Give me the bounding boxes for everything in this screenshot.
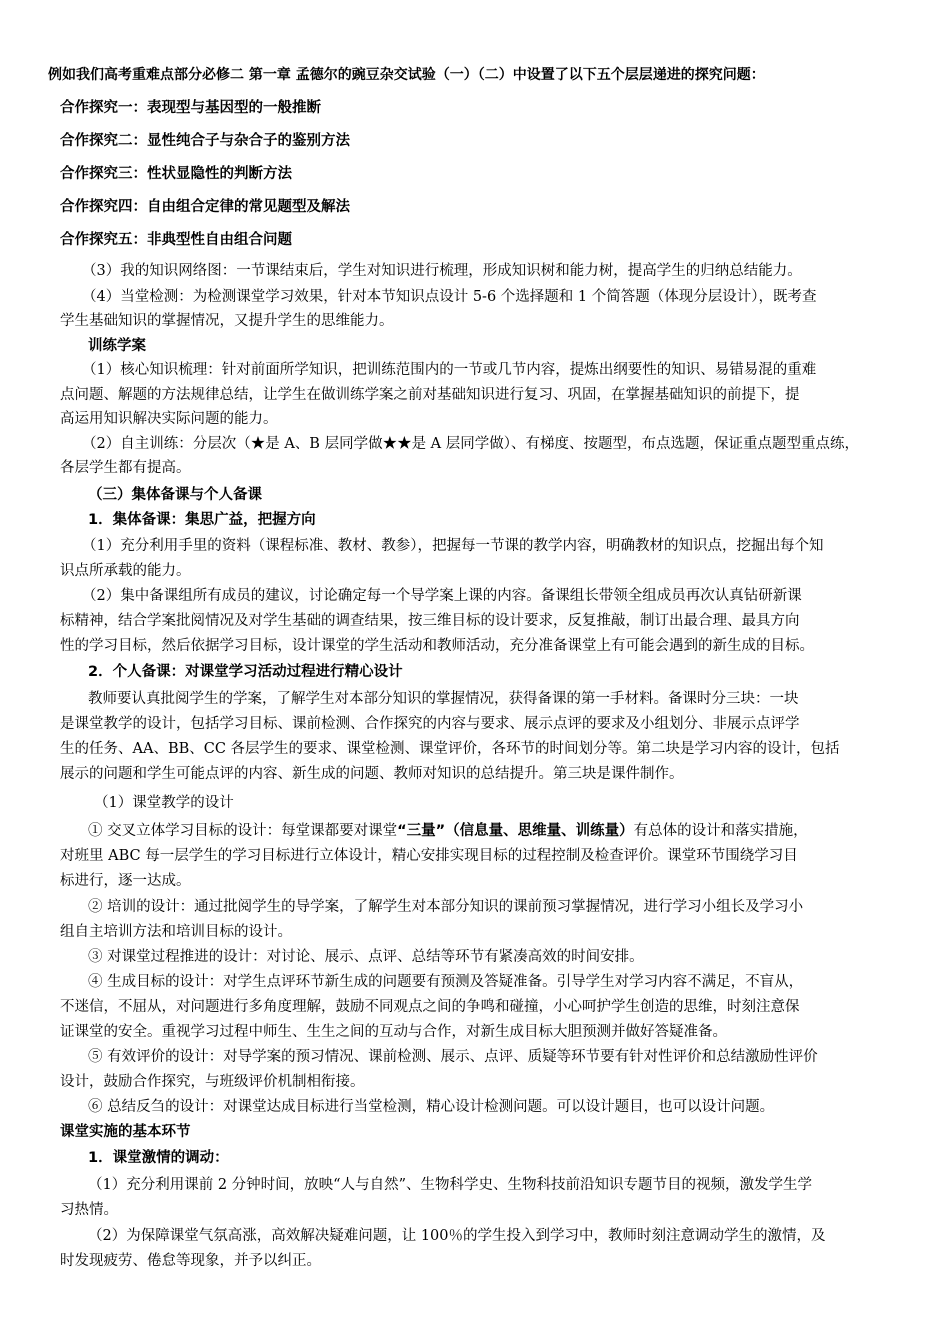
paragraph-line: 点问题、解题的方法规律总结，让学生在做训练学案之前对基础知识进行复习、巩固，在掌握基础知识的前提下，提 <box>60 387 800 403</box>
paragraph-line: ② 培训的设计：通过批阅学生的导学案，了解学生对本部分知识的课前预习掌握情况，进行学习小组长及学习小 <box>88 899 804 915</box>
exploration-item: 合作探究二：显性纯合子与杂合子的鉴别方法 <box>60 133 350 149</box>
paragraph-text: 有总体的设计和落实措施， <box>633 823 808 839</box>
paragraph-line: ⑥ 总结反刍的设计：对课堂达成目标进行当堂检测，精心设计检测问题。可以设计题目，也可以设计问题。 <box>88 1099 775 1115</box>
paragraph-line: 展示的问题和学生可能点评的内容、新生成的问题、教师对知识的总结提升。第三块是课件制作。 <box>60 766 684 782</box>
paragraph-line: ③ 对课堂过程推进的设计：对讨论、展示、点评、总结等环节有紧凑高效的时间安排。 <box>88 949 644 965</box>
paragraph-line: 对班里 ABC 每一层学生的学习目标进行立体设计，精心安排实现目标的过程控制及检查评价。课堂环节围绕学习目 <box>60 848 798 864</box>
paragraph-line: 证课堂的安全。重视学习过程中师生、生生之间的互动与合作，对新生成目标大胆预测并做好答疑准备。 <box>60 1024 727 1040</box>
paragraph-line: 生的任务、AA、BB、CC 各层学生的要求、课堂检测、课堂评价，各环节的时间划分等。第二块是学习内容的设计，包括 <box>60 741 840 757</box>
subsection-title: 1．课堂激情的调动： <box>88 1150 229 1166</box>
paragraph-line: 标进行，逐一达成。 <box>60 873 191 889</box>
subsection-title: 2．个人备课：对课堂学习活动过程进行精心设计 <box>88 664 403 680</box>
paragraph-line: 性的学习目标，然后依据学习目标，设计课堂的学生活动和教师活动，充分准备课堂上有可能会遇到的新生成的目标。 <box>60 638 814 654</box>
section-title: 训练学案 <box>88 338 146 354</box>
paragraph-line: ⑤ 有效评价的设计：对导学案的预习情况、课前检测、展示、点评、质疑等环节要有针对性评价和总结激励性评价 <box>88 1049 818 1065</box>
section-title: 课堂实施的基本环节 <box>60 1124 191 1140</box>
paragraph-line: 组自主培训方法和培训目标的设计。 <box>60 924 292 940</box>
paragraph-line: 各层学生都有提高。 <box>60 460 191 476</box>
paragraph-line: （2）为保障课堂气氛高涨，高效解决疑难问题，让 100％的学生投入到学习中，教师时刻注意调动学生的激情，及 <box>88 1228 826 1244</box>
paragraph-line: （1）核心知识梳理：针对前面所学知识，把训练范围内的一节或几节内容，提炼出纲要性的知识、易错易混的重难 <box>82 362 817 378</box>
paragraph-line: 高运用知识解决实际问题的能力。 <box>60 411 278 427</box>
paragraph-line: ④ 生成目标的设计：对学生点评环节新生成的问题要有预测及答疑准备。引导学生对学习内容不满足，不盲从， <box>88 974 804 990</box>
paragraph-line: 标精神，结合学案批阅情况及对学生基础的调查结果，按三维目标的设计要求，反复推敲，制订出最合理、最具方向 <box>60 613 800 629</box>
emphasis-text: “三量”（信息量、思维量、训练量） <box>397 823 634 839</box>
paragraph-line <box>88 820 808 842</box>
paragraph-text: ① 交叉立体学习目标的设计：每堂课都要对课堂 <box>88 823 398 839</box>
paragraph-line: （3）我的知识网络图：一节课结束后，学生对知识进行梳理，形成知识树和能力树，提高学生的归纳总结能力。 <box>82 263 802 279</box>
paragraph-line: 不迷信，不屈从，对问题进行多角度理解，鼓励不同观点之间的争鸣和碰撞，小心呵护学生创造的思维，时刻注意保 <box>60 999 800 1015</box>
paragraph-line: 学生基础知识的掌握情况，又提升学生的思维能力。 <box>60 313 394 329</box>
exploration-item: 合作探究五：非典型性自由组合问题 <box>60 232 292 248</box>
intro-heading: 例如我们高考重难点部分必修二 第一章 孟德尔的豌豆杂交试验（一）（二）中设置了以下五个层层递进的探究问题： <box>48 67 765 83</box>
paragraph-line: （1）充分利用课前 2 分钟时间，放映“人与自然”、生物科学史、生物科技前沿知识专题节目的视频，激发学生学 <box>88 1177 812 1193</box>
exploration-item: 合作探究四：自由组合定律的常见题型及解法 <box>60 199 350 215</box>
paragraph-line: 习热情。 <box>60 1202 118 1218</box>
paragraph-line: （2）集中备课组所有成员的建议，讨论确定每一个导学案上课的内容。备课组长带领全组成员再次认真钻研新课 <box>82 588 802 604</box>
paragraph-line: 设计，鼓励合作探究，与班级评价机制相衔接。 <box>60 1074 365 1090</box>
section-title: （三）集体备课与个人备课 <box>88 487 262 503</box>
paragraph-line: 教师要认真批阅学生的学案，了解学生对本部分知识的掌握情况，获得备课的第一手材料。备课时分三块：一块 <box>88 691 799 707</box>
paragraph-line: （1）充分利用手里的资料（课程标准、教材、教参），把握每一节课的教学内容，明确教材的知识点，挖掘出每个知 <box>82 538 824 554</box>
paragraph-line: 时发现疲劳、倦怠等现象，并予以纠正。 <box>60 1253 321 1269</box>
paragraph-line: （4）当堂检测：为检测课堂学习效果，针对本节知识点设计 5-6 个选择题和 1 个简答题（体现分层设计），既考查 <box>82 289 817 305</box>
paragraph-line: 是课堂教学的设计，包括学习目标、课前检测、合作探究的内容与要求、展示点评的要求及小组划分、非展示点评学 <box>60 716 800 732</box>
paragraph-line: 识点所承载的能力。 <box>60 563 191 579</box>
subsection-title: 1．集体备课：集思广益，把握方向 <box>88 512 316 528</box>
exploration-item: 合作探究三：性状显隐性的判断方法 <box>60 166 292 182</box>
paragraph-line: （2）自主训练：分层次（★是 A、B 层同学做★★是 A 层同学做）、有梯度、按题型，布点选题，保证重点题型重点练， <box>82 436 860 452</box>
subsection-heading: （1）课堂教学的设计 <box>94 795 234 811</box>
exploration-item: 合作探究一：表现型与基因型的一般推断 <box>60 100 321 116</box>
